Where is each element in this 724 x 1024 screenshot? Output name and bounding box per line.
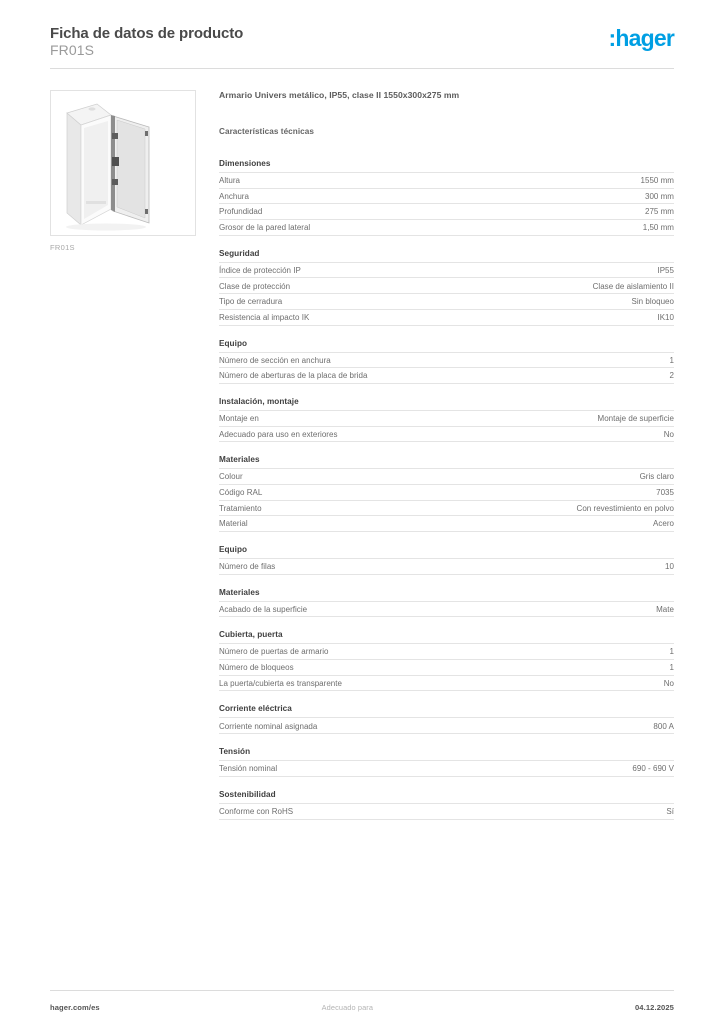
spec-label: Colour <box>219 472 243 482</box>
spec-label: Conforme con RoHS <box>219 806 294 816</box>
spec-sections-container <box>219 159 674 820</box>
spec-row <box>219 309 674 326</box>
spec-section <box>219 704 674 734</box>
spec-label: Clase de protección <box>219 281 291 291</box>
product-figure <box>50 90 196 252</box>
product-name: Armario Univers metálico, IP55, clase II 1550x300x275 mm <box>219 90 460 100</box>
spec-value: Con revestimiento en polvo <box>576 503 674 513</box>
product-reference: FR01S <box>50 42 95 58</box>
spec-value: 300 mm <box>644 191 674 201</box>
spec-value: IP55 <box>657 265 674 275</box>
spec-value: No <box>663 678 674 688</box>
spec-row <box>219 643 674 659</box>
spec-value: Clase de aislamiento II <box>592 281 674 291</box>
spec-value: Mate <box>656 604 674 614</box>
spec-value: 1 <box>669 355 674 365</box>
title-block <box>50 24 243 59</box>
product-image-frame <box>50 90 196 236</box>
spec-label: Número de aberturas de la placa de brida <box>219 371 368 381</box>
spec-label: Número de filas <box>219 562 276 572</box>
footer-website-link[interactable]: hager.com/es <box>50 1003 100 1012</box>
spec-label: Grosor de la pared lateral <box>219 223 311 233</box>
spec-section-title: Corriente eléctrica <box>219 704 292 714</box>
spec-row <box>219 717 674 734</box>
spec-row <box>219 515 674 532</box>
spec-section-title: Seguridad <box>219 248 260 258</box>
product-image-caption: FR01S <box>50 243 75 252</box>
spec-row <box>219 188 674 204</box>
footer-suitable-for-label: Adecuado para <box>321 1003 374 1012</box>
spec-section-title: Equipo <box>219 338 248 348</box>
spec-label: Profundidad <box>219 207 263 217</box>
spec-row <box>219 219 674 236</box>
spec-row <box>219 426 674 443</box>
spec-section <box>219 159 674 236</box>
footer-divider <box>50 990 674 991</box>
spec-row <box>219 352 674 368</box>
spec-row <box>219 172 674 188</box>
spec-value: Gris claro <box>639 472 674 482</box>
spec-value: 275 mm <box>644 207 674 217</box>
spec-label: Tipo de cerradura <box>219 297 283 307</box>
spec-label: La puerta/cubierta es transparente <box>219 678 342 688</box>
spec-value: 1550 mm <box>640 176 674 186</box>
spec-row <box>219 277 674 293</box>
spec-label: Número de puertas de armario <box>219 647 329 657</box>
page-footer <box>50 1003 674 1012</box>
spec-section-title: Materiales <box>219 587 260 597</box>
spec-label: Índice de protección IP <box>219 265 301 275</box>
spec-label: Corriente nominal asignada <box>219 721 318 731</box>
spec-value: No <box>663 429 674 439</box>
spec-value: 10 <box>665 562 674 572</box>
spec-value: 1,50 mm <box>642 223 674 233</box>
spec-label: Tratamiento <box>219 503 262 513</box>
spec-row <box>219 675 674 692</box>
spec-label: Anchura <box>219 191 249 201</box>
page-title: Ficha de datos de producto <box>50 25 244 42</box>
spec-section-title: Sostenibilidad <box>219 789 276 799</box>
spec-label: Acabado de la superficie <box>219 604 308 614</box>
spec-row <box>219 468 674 484</box>
spec-row <box>219 367 674 384</box>
hager-logo: :hager <box>608 25 674 51</box>
technical-characteristics-heading: Características técnicas <box>219 127 314 136</box>
spec-row <box>219 760 674 777</box>
header-divider <box>50 68 674 69</box>
spec-section <box>219 790 674 820</box>
spec-section <box>219 397 674 442</box>
spec-label: Montaje en <box>219 413 259 423</box>
spec-value: Montaje de superficie <box>597 413 674 423</box>
spec-section-title: Tensión <box>219 747 251 757</box>
spec-section <box>219 747 674 777</box>
spec-value: Sí <box>666 806 674 816</box>
spec-section <box>219 545 674 575</box>
spec-row <box>219 558 674 575</box>
spec-row <box>219 500 674 516</box>
spec-section <box>219 339 674 384</box>
main-content <box>219 90 674 833</box>
product-image-cabinet-icon <box>51 91 195 235</box>
footer-date: 04.12.2025 <box>634 1003 674 1012</box>
spec-value: Sin bloqueo <box>631 297 674 307</box>
spec-label: Adecuado para uso en exteriores <box>219 429 338 439</box>
spec-label: Código RAL <box>219 488 263 498</box>
spec-label: Tensión nominal <box>219 764 278 774</box>
spec-section-title: Materiales <box>219 455 260 465</box>
spec-row <box>219 659 674 675</box>
spec-section <box>219 630 674 691</box>
page-header <box>50 24 674 59</box>
spec-section-title: Equipo <box>219 545 248 554</box>
spec-row <box>219 803 674 820</box>
spec-value: 2 <box>669 371 674 381</box>
spec-section <box>219 588 674 618</box>
spec-value: IK10 <box>657 312 674 322</box>
spec-value: 690 - 690 V <box>632 764 674 774</box>
spec-label: Número de bloqueos <box>219 663 294 673</box>
spec-row <box>219 203 674 219</box>
spec-row <box>219 293 674 309</box>
spec-label: Resistencia al impacto IK <box>219 312 310 322</box>
spec-row <box>219 410 674 426</box>
spec-value: 1 <box>669 663 674 673</box>
spec-section <box>219 455 674 532</box>
spec-value: 1 <box>669 647 674 657</box>
spec-row <box>219 484 674 500</box>
spec-value: 7035 <box>656 488 674 498</box>
spec-section-title: Cubierta, puerta <box>219 630 283 640</box>
spec-label: Material <box>219 519 248 529</box>
spec-label: Altura <box>219 176 241 186</box>
spec-row <box>219 262 674 278</box>
spec-row <box>219 601 674 618</box>
spec-section <box>219 249 674 326</box>
spec-label: Número de sección en anchura <box>219 355 331 365</box>
spec-section-title: Dimensiones <box>219 159 271 168</box>
spec-section-title: Instalación, montaje <box>219 396 299 406</box>
spec-value: Acero <box>653 519 674 529</box>
spec-value: 800 A <box>653 721 674 731</box>
